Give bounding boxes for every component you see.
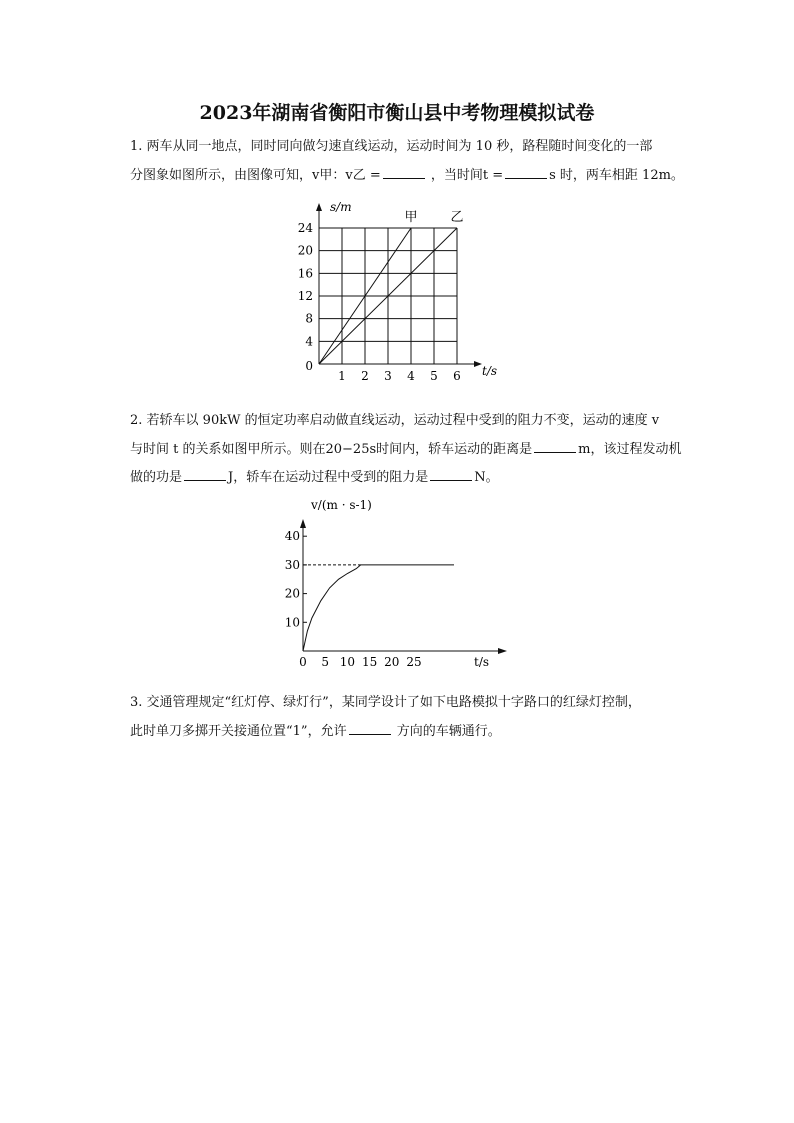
q1-text-c: s 时，两车相距 12m。 — [549, 168, 684, 183]
x-axis-arrow — [474, 361, 482, 367]
x-tick-label: 20 — [384, 655, 400, 669]
q2-line2 — [130, 440, 681, 459]
y-tick-label: 0 — [305, 359, 313, 373]
q2-text-d: J，轿车在运动过程中受到的阻力是 — [228, 470, 429, 485]
x-tick-label: 5 — [321, 655, 330, 669]
q2-line1: 2. 若轿车以 90kW 的恒定功率启动做直线运动，运动过程中受到的阻力不变，运动的速度 v — [130, 413, 660, 428]
y-axis-label: v/(m · s-1) — [311, 498, 372, 512]
x-tick-label: 1 — [338, 369, 346, 383]
y-tick-label: 4 — [305, 334, 313, 349]
q2-text-b: m，该过程发动机 — [578, 442, 682, 457]
q1-line1: 1. 两车从同一地点，同时同向做匀速直线运动，运动时间为 10 秒，路程随时间变化的一部 — [130, 139, 653, 154]
y-tick-label: 20 — [284, 586, 300, 601]
x-tick-label: 3 — [384, 369, 392, 383]
y-tick-label: 10 — [284, 615, 300, 630]
q2-blank-force[interactable] — [430, 468, 472, 481]
y-tick-label: 12 — [297, 289, 313, 303]
q3-line2 — [130, 722, 501, 741]
series-label-yi: 乙 — [450, 210, 464, 225]
q3-text-a: 此时单刀多掷开关接通位置“1”，允许 — [130, 724, 347, 739]
x-tick-label: 0 — [299, 655, 307, 669]
q2-text-a: 与时间 t 的关系如图甲所示。则在20−25s时间内，轿车运动的距离是 — [130, 442, 533, 457]
q2-line3 — [130, 468, 499, 487]
x-tick-label: 15 — [361, 655, 378, 669]
q1-text-a: 分图象如图所示，由图像可知，v甲：v乙 = — [130, 168, 381, 183]
q2-text-c: 做的功是 — [130, 470, 183, 485]
y-axis-arrow — [316, 203, 322, 211]
x-tick-label: 10 — [339, 655, 356, 669]
x-tick-label: 2 — [361, 369, 369, 383]
x-tick-label: 5 — [430, 369, 438, 383]
y-tick-label: 30 — [284, 557, 300, 572]
q2-blank-distance[interactable] — [534, 440, 576, 453]
q3-line1: 3. 交通管理规定“红灯停、绿灯行”，某同学设计了如下电路模拟十字路口的红绿灯控制， — [130, 695, 641, 710]
x-tick-label: 6 — [453, 369, 461, 383]
y-tick-label: 20 — [297, 243, 313, 258]
q2-blank-work[interactable] — [184, 468, 226, 481]
x-axis-label: t/s — [474, 655, 490, 669]
series-label-jia: 甲 — [404, 210, 418, 225]
exam-title: 2023年湖南省衡阳市衡山县中考物理模拟试卷 — [199, 102, 595, 124]
y-tick-label: 40 — [284, 529, 300, 544]
q1-text-b: ，当时间t = — [426, 168, 504, 183]
x-tick-label: 25 — [406, 655, 422, 669]
q2-text-e: N。 — [474, 470, 499, 485]
y-axis-label: s/m — [330, 200, 352, 214]
y-tick-label: 8 — [305, 311, 313, 326]
x-axis-label: t/s — [482, 364, 498, 378]
q3-text-b: 方向的车辆通行。 — [392, 724, 501, 739]
q3-blank-direction[interactable] — [349, 722, 391, 735]
x-tick-label: 4 — [407, 369, 415, 383]
y-tick-label: 24 — [297, 221, 313, 235]
y-tick-label: 16 — [297, 266, 313, 281]
